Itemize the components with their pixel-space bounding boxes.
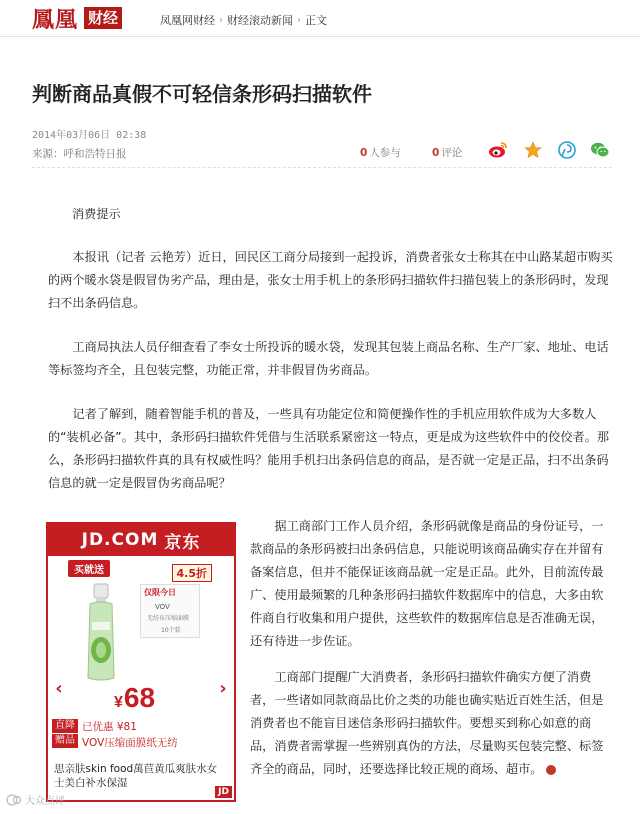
breadcrumb xyxy=(160,12,327,28)
comments-count: 0 xyxy=(432,146,440,159)
ad-save-line: 已优惠 ¥81 xyxy=(82,721,137,733)
ad-gift-sticker xyxy=(140,584,200,638)
sticker-title: 仅限今日 xyxy=(144,588,176,597)
ad-brand-en: JD.COM xyxy=(81,530,159,550)
promo-tag: 赠品 xyxy=(52,734,78,748)
article-paragraph: 工商局执法人员仔细查看了李女士所投诉的暖水袋，发现其包装上商品名称、生产厂家、地址、电话等标签均齐全，且包装完整，功能正常，并非假冒伪劣商品。 xyxy=(48,340,609,377)
ad-price xyxy=(114,682,155,714)
chevron-right-icon: › xyxy=(219,14,223,26)
article-paragraph-text: 工商部门提醒广大消费者，条形码扫描软件确实方便了消费者，一些诸如同款商品比价之类的功能也确实贴近百姓生活，但是消费者也不能盲目迷信条形码扫描软件。要想买到称心如意的商品，消费者需掌握一些辨别真伪的方法，尽量购买包装完整、标签齐全的商品，同时，还要选择比较正规的商场、超市。 xyxy=(250,670,604,776)
ifeng-end-mark-icon xyxy=(546,765,556,775)
ad-discount-badge: 4.5折 xyxy=(172,564,213,582)
logo-text: 鳳凰 xyxy=(32,6,79,33)
wechat-icon[interactable] xyxy=(590,140,610,160)
article-paragraph: 据工商部门工作人员介绍，条形码就像是商品的身份证号，一款商品的条形码被扫出条码信息，只能说明该商品确实存在并留有备案信息，但并不能保证该商品就一定是正品。此外，目前流传最广、使用最频繁的几种条形码扫描软件数据库中的信息，大多由软件商自行收集和用户提供，这些软件的数据库信息是否准确无误，还有待进一步佐证。 xyxy=(250,519,604,648)
sticker-count: 10个装 xyxy=(161,627,181,634)
comments-link[interactable] xyxy=(432,145,462,160)
breadcrumb-link-rolling-news[interactable]: 财经滚动新闻 xyxy=(227,14,293,27)
participants-label: 人参与 xyxy=(369,147,401,159)
ad-gift-line: VOV压缩面膜纸无纺 xyxy=(82,737,178,749)
qq-weibo-icon[interactable] xyxy=(557,140,577,160)
comments-label: 评论 xyxy=(441,147,463,159)
breadcrumb-current: 正文 xyxy=(305,14,327,27)
article-source[interactable]: 来源：呼和浩特日报 xyxy=(32,148,127,160)
product-bottle-image xyxy=(72,582,130,682)
article-paragraph: 本报讯（记者 云艳芳）近日，回民区工商分局接到一起投诉，消费者张女士称其在中山路某超市购买的两个暖水袋是假冒伪劣产品，理由是，张女士用手机上的条形码扫描软件扫描包装上的条形码时，发现扫不出条码信息。 xyxy=(48,250,613,310)
ifeng-finance-logo[interactable] xyxy=(32,6,122,33)
ad-product-name[interactable]: 思亲肤skin food萬苣黄瓜爽肤水女士美白补水保湿 xyxy=(54,763,218,789)
ad-brand-cn: 京东 xyxy=(164,532,201,553)
weibo-icon[interactable] xyxy=(488,140,508,160)
article-subheading: 消费提示 xyxy=(72,207,121,221)
sticker-desc: 无纺布压缩面膜 xyxy=(147,615,190,622)
article-datetime: 2014年03月06日 02:38 xyxy=(32,130,147,141)
ad-next-arrow-icon[interactable]: › xyxy=(219,677,227,699)
logo-channel-box: 财经 xyxy=(84,7,122,29)
ad-gift-badge: 买就送 xyxy=(68,560,110,577)
ad-jd-corner-logo: JD xyxy=(215,786,232,798)
ad-promo-tags xyxy=(52,719,78,749)
price-symbol: ¥ xyxy=(114,694,123,711)
article-paragraph: 记者了解到，随着智能手机的普及，一些具有功能定位和简便操作性的手机应用软件成为大多数人的“装机必备”。其中，条形码扫描软件凭借与生活联系紧密这一特点，更是成为这些软件中的佼佼者。那么，条形码扫描软件真的具有权威性吗？能用手机扫出条码信息的商品，是否就一定是正品，扫不出条码信息的就一定是假冒伪劣商品呢？ xyxy=(48,407,610,490)
watermark xyxy=(6,792,65,807)
watermark-text: 大众点评 xyxy=(25,796,65,807)
site-header xyxy=(0,0,640,37)
star-icon[interactable] xyxy=(523,140,543,160)
breadcrumb-link-finance[interactable]: 凤凰网财经 xyxy=(160,14,215,27)
article-paragraph xyxy=(250,666,614,781)
participants-count: 0 xyxy=(360,146,368,159)
promo-tag: 直降 xyxy=(52,719,78,733)
article-title: 判断商品真假不可轻信条形码扫描软件 xyxy=(32,82,372,106)
jd-advertisement[interactable] xyxy=(46,522,236,802)
chevron-right-icon: › xyxy=(297,14,301,26)
dianping-logo-icon xyxy=(6,794,22,806)
ad-prev-arrow-icon[interactable]: ‹ xyxy=(55,677,63,699)
ad-header xyxy=(48,524,234,556)
meta-divider xyxy=(32,167,612,168)
price-value: 68 xyxy=(123,682,156,713)
sticker-brand: VOV xyxy=(155,603,170,611)
participants-link[interactable] xyxy=(360,145,401,160)
